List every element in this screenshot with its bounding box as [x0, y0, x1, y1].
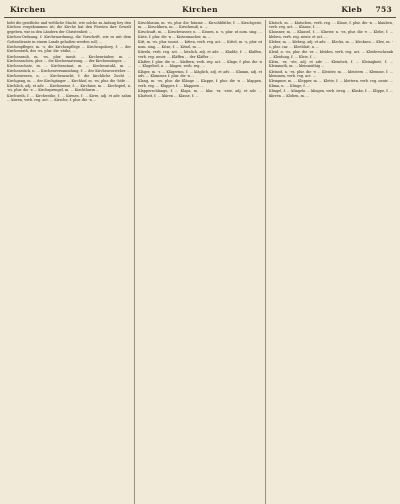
text-columns	[4, 20, 396, 504]
entry-paragraph: Kirchenraub, m. -es, plur. inusit. ... Kirchenräuber, m. ... Kirchensachen, plur. ... die Kirchensatzung, ... der Kirchensänger, ...	[7, 54, 131, 64]
entry-paragraph: Kirchenpfleger, m. -s, die Kirchenpflege ... Kirchenpolizey, f. ... der Kirchenrath, des -es, plur. die -räthe, ...	[7, 44, 131, 54]
entry-paragraph: hebt die geistliche und weltliche Macht, wie solche zu Anfang bey den Kirchen vorgekommen ist; die Kirche hat den Fürsten ihre Gewalt gegeben, wie in den Ländern der Christenheit ...	[7, 20, 131, 34]
entry-paragraph: Kirschsaft, m. ... Kirschwasser, n. ... Kissen, n. -s, plur. ut nom. sing. ... Kiste, f. plur. die -n ... Kistenmacher, m. ...	[138, 30, 262, 39]
entry-paragraph: Klafter, f. plur. die -n ... klaftern, verb. reg. act. ... Klage, f. plur. die -n ... Klagelied, n. ... klagen, verb. reg. ...	[138, 59, 262, 69]
page-number: 753	[375, 5, 392, 14]
entry-paragraph: Klempner, m. ... Klepper, m. ... Klette, f. ... klettern, verb. reg. neutr. ... Klima, n. ... Klinge, f. ...	[269, 79, 393, 88]
entry-paragraph: Klang, m. -es, plur. die Klänge ... Klappe, f. plur. die -n ... klappen, verb. reg. ... Klapper, f. ... klappern ...	[138, 79, 262, 88]
entry-paragraph: Kirchenwesen, n. ... Kirchenzucht, f. die kirchliche Zucht ... Kirchgang, m. ... der Kirchgänger ... Kirchhof, m. -es, plur. die -höfe ...	[7, 74, 131, 83]
entry-paragraph: Klausner, m. ... Klausel, f. ... Klavier, n. -es, plur. die -e ... Klebe, f. ... kleben, verb. reg. neutr. et act. ...	[269, 30, 393, 39]
entry-paragraph: Kleinod, n. -es, plur. die -e ... Kleister, m. ... kleistern ... Klemme, f. ... klemmen, verb. reg. act. ...	[269, 69, 393, 79]
column-2	[134, 20, 265, 504]
header-left-keyword: Kirchen	[10, 5, 46, 14]
column-1	[4, 20, 134, 504]
entry-paragraph: Klingel, f. ... klingeln ... klingen, verb. irreg. ... Klinke, f. ... Klippe, f. ... klirren ... Kloben, m. ...	[269, 89, 393, 98]
entry-paragraph: Kleber, m. ... klebrig, adj. et adv. ... Klecks, m. ... klecksen ... Klee, m. -s, plur. car. ... Kleeblatt, n. ...	[269, 40, 393, 49]
entry-paragraph: Kleid, n. -es, plur. die -er ... kleiden, verb. reg. act. ... Kleiderschrank ... Kleidung, f. ... Kleie, f. ...	[269, 49, 393, 59]
header-right-keyword: Kleb	[341, 5, 362, 14]
column-3	[265, 20, 396, 504]
entry-paragraph: Kirchenschatz, m. ... Kirchenstaat, m. ... Kirchenstuhl, m. ... Kirchenstück, n. ... Kirchenversammlung, f. ... der Kirchenvorsteher ...	[7, 64, 131, 73]
running-header	[4, 4, 396, 16]
entry-paragraph: Kitzeln, verb. reg. act. ... kitzlich, adj. et adv. ... Kladde, f. ... Klaffen, verb. reg. neutr. ... Kläffen ... der Kläffer ...	[138, 49, 262, 59]
entry-paragraph: Klein, -er, -ste, adj. et adv. ... Kleinheit, f. ... Kleinigkeit, f. ... Kleinmuth, m. ... kleinmüthig ...	[269, 59, 393, 69]
entry-paragraph: Kirschbaum, m. -es, plur. die -bäume ... Kirschblüthe, f. ... Kirschgeist, m. ... Kirschkern, m. ... Kirschmuß, n. ...	[138, 20, 262, 30]
entry-paragraph: Kirchlich, adj. et adv. ... Kirchmesse, f. ... Kirchner, m. ... Kirchspiel, n. -es, plur. die -e ... Kirchsprengel, m. ... Kirchthurm ...	[7, 83, 131, 93]
entry-paragraph: Kläger, m. -s ... Klägerinn, f. ... kläglich, adj. et adv. ... Klamm, adj. et adv. ... Klammer, f. plur. die -n ...	[138, 69, 262, 79]
entry-paragraph: Klapperschlange, f. ... Klaps, m. ... klar, -er, -este, adj. et adv. ... Klarheit, f. ... klären ... Klasse, f. ...	[138, 89, 262, 98]
entry-paragraph: Kirchen-Ordnung, f. Kirchenordnung, die Vorschrift, wie es mit dem Gottesdienste in einem Lande gehalten werden soll; ...	[7, 34, 131, 44]
header-center-keyword: Kirchen	[182, 5, 218, 14]
header-rule	[4, 17, 396, 18]
entry-paragraph: Kirchweih, f. ... Kirchweihe, f. ... Kirmes, f. ... Kirre, adj. et adv. zahm ... kirren, verb. reg. act. ... Kirsche, f. plur. die -n ...	[7, 93, 131, 103]
entry-paragraph: Klatsch, m. ... klatschen, verb. reg. ... Klaue, f. plur. die -n ... klauben, verb. reg. act. ... Klause, f. ...	[269, 20, 393, 30]
entry-paragraph: Kitt, m. -es, plur. inusit. ... kitten, verb. reg. act. ... Kittel, m. -s, plur. ut nom. sing. ... Kitze, f. ... Kitzel, m. ...	[138, 40, 262, 49]
